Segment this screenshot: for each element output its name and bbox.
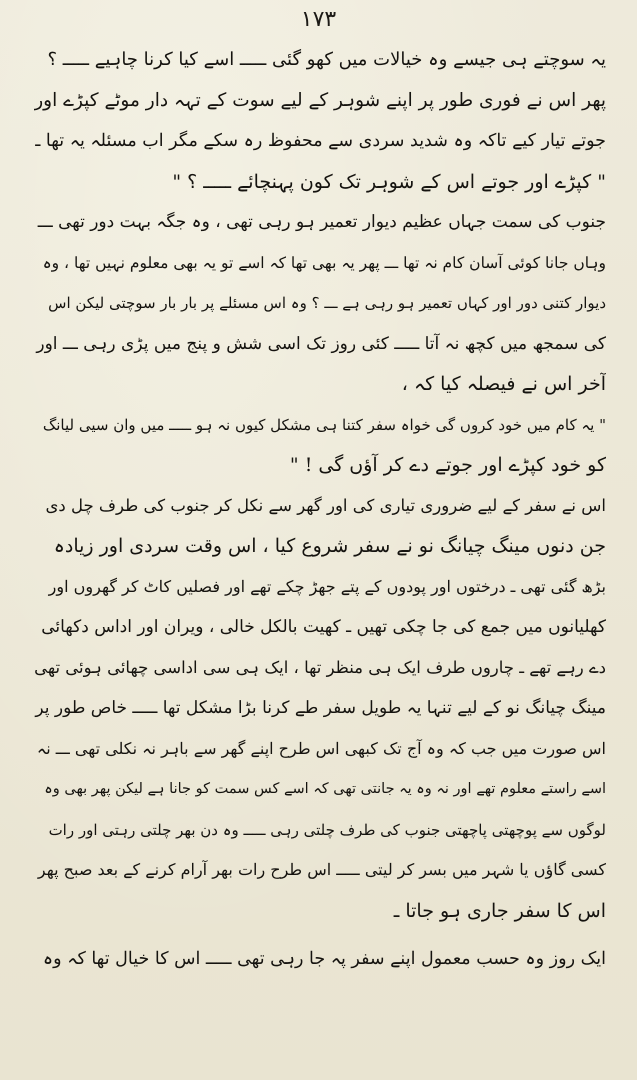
text-line: اسے راستے معلوم تھے اور نہ وہ یہ جانتی تھی کہ اسے کس سمت کو جانا ہے لیکن پھر بھی وہ: [44, 781, 606, 797]
page-number: ۱۷۳: [300, 7, 337, 32]
text-line: دے رہے تھے ـ چاروں طرف ایک ہی منظر تھا ، ایک ہی سی اداسی چھائی ہوئی تھی: [34, 657, 606, 677]
text-line: ایک روز وہ حسب معمول اپنے سفر پہ جا رہی تھی ـــــ اس کا خیال تھا کہ وہ: [42, 949, 606, 969]
text-line: جن دنوں مینگ چیانگ نو نے سفر شروع کیا ، اس وقت سردی اور زیادہ: [53, 535, 606, 557]
text-line: جوتے تیار کیے تاکہ وہ شدید سردی سے محفوظ رہ سکے مگر اب مسئلہ یہ تھا ـ: [35, 131, 606, 151]
text-line: کسی گاؤں یا شہر میں بسر کر لیتی ـــــ اس طرح رات بھر آرام کرنے کے بعد صبح پھر: [37, 860, 606, 879]
text-line: پھر اس نے فوری طور پر اپنے شوہر کے لیے سوت کے تہہ دار موٹے کپڑے اور: [34, 89, 606, 111]
text-line: اس صورت میں جب کہ وہ آج تک کبھی اس طرح اپنے گھر سے باہر نہ نکلی تھی ـــ نہ: [36, 738, 606, 758]
text-line: بڑھ گئی تھی ـ درختوں اور پودوں کے پتے جھڑ چکے تھے اور فصلیں کاٹ کر گھروں اور: [48, 576, 606, 596]
text-line: کو خود کپڑے اور جوتے دے کر آؤں گی ! ": [289, 454, 606, 476]
page-body-text: [34, 40, 606, 980]
text-line: " کپڑے اور جوتے اس کے شوہر تک کون پہنچائے ـــــ ؟ ": [172, 170, 606, 193]
text-line: لوگوں سے پوچھتی پاچھتی جنوب کی طرف چلتی رہی ـــــ وہ دن بھر چلتی رہتی اور رات: [48, 820, 606, 839]
text-line: وہاں جانا کوئی آسان کام نہ تھا ـــ پھر یہ بھی تھا کہ اسے تو یہ بھی معلوم نہیں تھا ، وہ: [42, 253, 606, 272]
text-line: " یہ کام میں خود کروں گی خواہ سفر کتنا ہی مشکل کیوں نہ ہو ـــــ میں وان سیی لیانگ: [42, 415, 606, 434]
text-line: کھلیانوں میں جمع کی جا چکی تھیں ـ کھیت بالکل خالی ، ویران اور اداس دکھائی: [41, 617, 606, 637]
text-line: اس کا سفر جاری ہو جاتا ـ: [393, 899, 606, 922]
text-line: آخر اس نے فیصلہ کیا کہ ،: [401, 373, 606, 395]
text-line: جنوب کی سمت جہاں عظیم دیوار تعمیر ہو رہی تھی ، وہ جگہ بہت دور تھی ـــ: [37, 212, 606, 232]
text-line: مینگ چیانگ نو کے لیے تنہا یہ طویل سفر طے کرنا بڑا مشکل تھا ـــــ خاص طور پر: [35, 698, 606, 718]
text-line: یہ سوچتے ہی جیسے وہ خیالات میں کھو گئی ـــــ اسے کیا کرنا چاہیے ـــــ ؟: [47, 49, 606, 70]
text-line: دیوار کتنی دور اور کہاں تعمیر ہو رہی ہے ـــ ؟ وہ اس مسئلے پر بار بار سوچتی لیکن اس: [48, 294, 606, 312]
text-line: کی سمجھ میں کچھ نہ آتا ـــــ کئی روز تک اسی شش و پنج میں پڑی رہی ـــ اور: [36, 333, 606, 354]
text-line: اس نے سفر کے لیے ضروری تیاری کی اور گھر سے نکل کر جنوب کی طرف چل دی: [45, 495, 606, 515]
